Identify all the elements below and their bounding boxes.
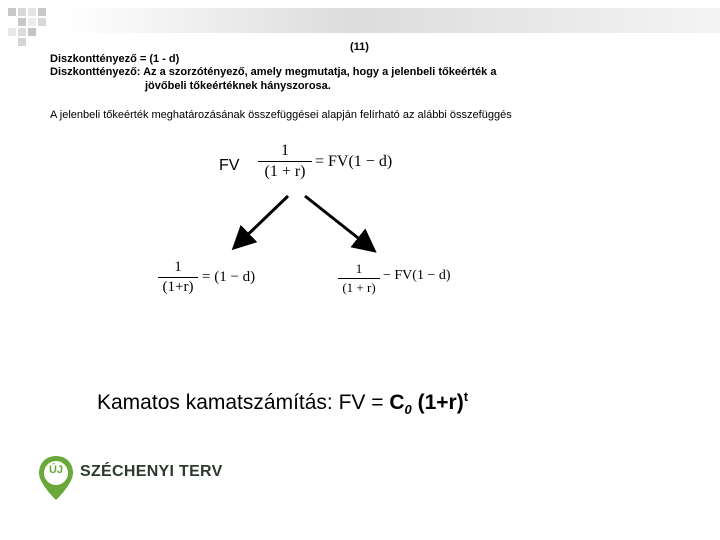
decor-square xyxy=(8,28,16,36)
decor-square xyxy=(38,18,46,26)
fraction-bar xyxy=(338,278,380,279)
compound-subscript: 0 xyxy=(404,402,412,418)
intro-text: A jelenbeli tőkeérték meghatározásának összefüggései alapján felírható az alábbi összefüggés xyxy=(50,109,512,121)
definition-line-2: Diszkonttényező: Az a szorzótényező, amely megmutatja, hogy a jelenbeli tőkeérték a xyxy=(50,66,497,78)
fraction-numerator: 1 xyxy=(174,259,182,275)
decor-square xyxy=(18,28,26,36)
fraction-denominator: (1 + r) xyxy=(342,280,376,295)
slide-number: (11) xyxy=(350,41,369,53)
decor-square xyxy=(38,8,46,16)
compound-interest-line xyxy=(97,389,468,417)
right-formula-rhs: − FV(1 − d) xyxy=(383,268,451,283)
decor-square xyxy=(18,38,26,46)
left-formula-fraction xyxy=(158,259,198,296)
fraction-numerator: 1 xyxy=(281,142,289,159)
logo-mark: ÚJ xyxy=(48,464,64,476)
arrow-left xyxy=(236,196,288,246)
decor-square xyxy=(18,8,26,16)
compound-superscript: t xyxy=(463,389,469,404)
compound-paren: (1+r) xyxy=(411,391,464,414)
definition-line-3: jövőbeli tőkeértéknek hányszorosa. xyxy=(145,80,331,92)
compound-label: Kamatos kamatszámítás: FV = xyxy=(97,391,390,414)
fraction-numerator: 1 xyxy=(355,261,363,276)
fraction-bar xyxy=(258,161,312,162)
header-band xyxy=(52,8,720,33)
arrow-right xyxy=(305,196,372,249)
fraction-denominator: (1+r) xyxy=(162,279,194,295)
decor-square xyxy=(8,8,16,16)
decor-square xyxy=(28,28,36,36)
main-formula-fraction xyxy=(258,142,312,181)
fraction-bar xyxy=(158,277,198,278)
compound-c: C xyxy=(389,391,405,414)
logo-pin-icon xyxy=(38,455,74,501)
logo-text: SZÉCHENYI TERV xyxy=(80,463,223,480)
fraction-denominator: (1 + r) xyxy=(264,163,306,180)
main-formula-lhs: FV xyxy=(219,157,240,174)
decor-square xyxy=(28,18,36,26)
main-formula-rhs: = FV(1 − d) xyxy=(315,153,393,170)
right-formula-fraction xyxy=(338,261,380,296)
definition-line-1: Diszkonttényező = (1 - d) xyxy=(50,53,180,65)
left-formula-rhs: = (1 − d) xyxy=(202,269,256,285)
decor-square xyxy=(28,8,36,16)
decor-square xyxy=(18,18,26,26)
